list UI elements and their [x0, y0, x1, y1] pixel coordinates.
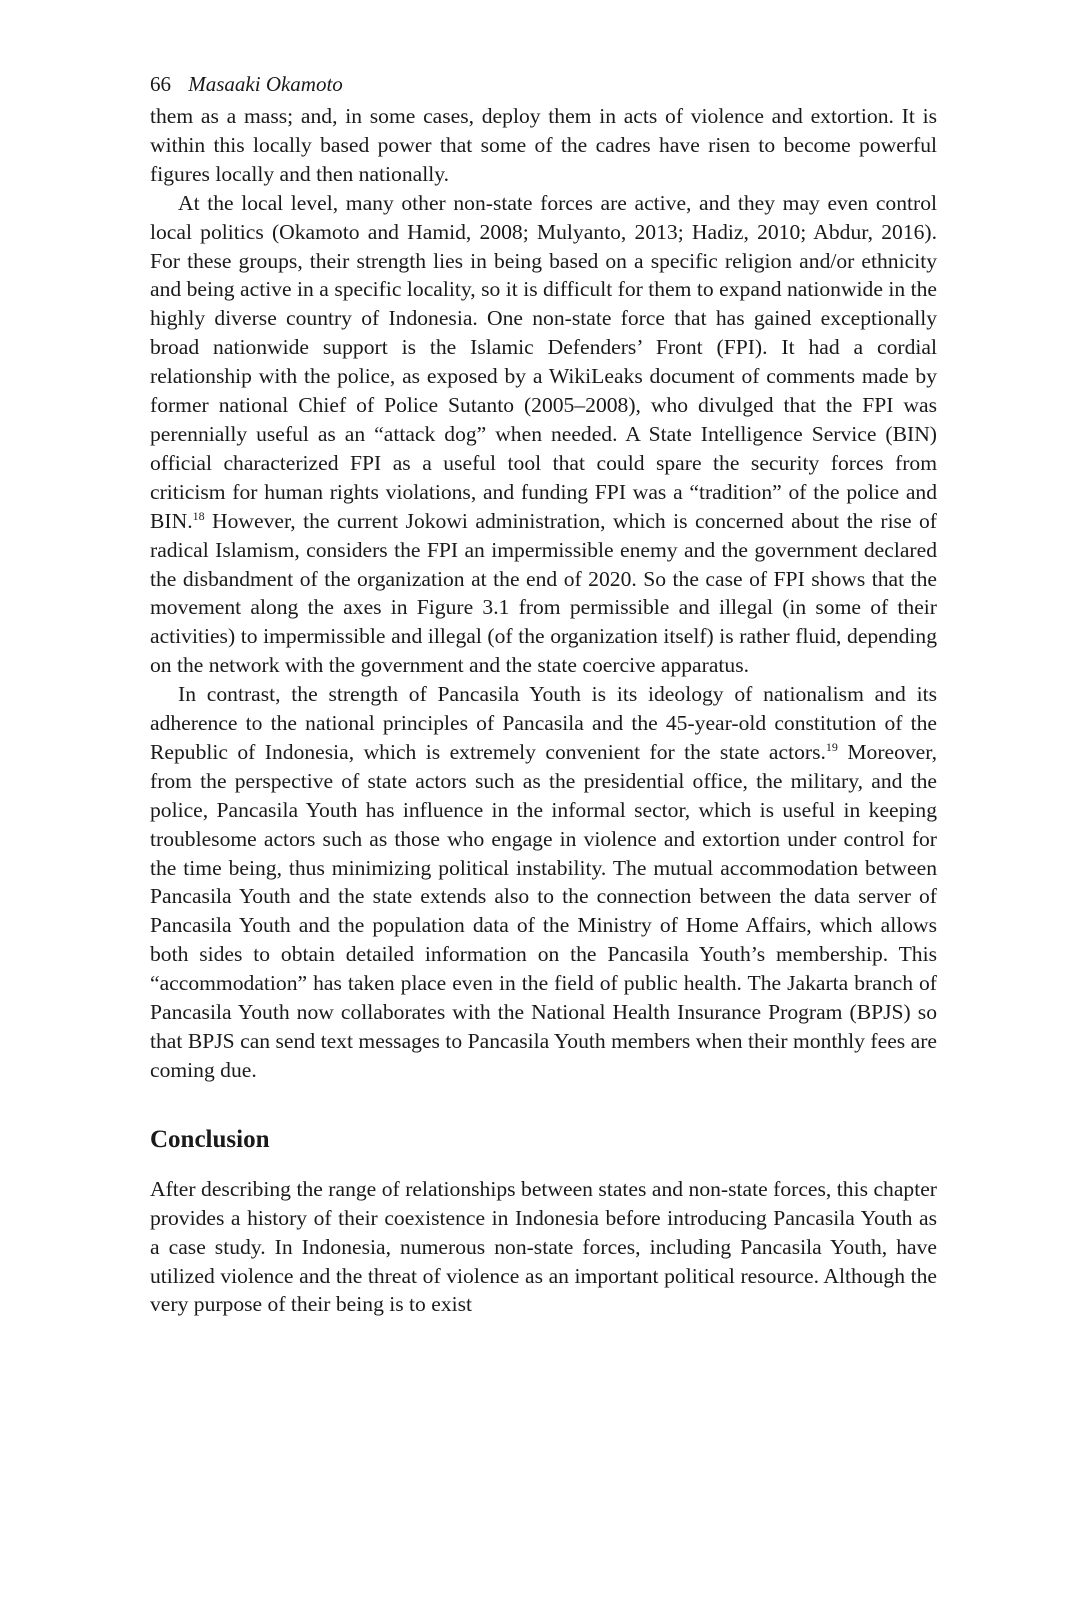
paragraph-3-text-a: In contrast, the strength of Pancasila Youth is its ideology of nationalism and its adherence to the national principles of Pancasila and the 45-year-old constitution of the Republic of Indonesia, which is extremely convenient for the state actors.	[150, 682, 937, 764]
footnote-marker-19[interactable]: 19	[825, 739, 838, 754]
body-paragraph-3	[150, 680, 937, 1085]
page-number: 66	[150, 72, 171, 96]
body-paragraph-2	[150, 189, 937, 680]
running-head-author: Masaaki Okamoto	[188, 72, 343, 96]
body-paragraph-1: them as a mass; and, in some cases, deploy them in acts of violence and extortion. It is within this locally based power that some of the cadres have risen to become powerful figures locally and then nationally.	[150, 104, 937, 186]
book-page	[150, 70, 937, 1319]
conclusion-paragraph-1: After describing the range of relationships between states and non-state forces, this chapter provides a history of their coexistence in Indonesia before introducing Pancasila Youth as a case study. In Indonesia, numerous non-state forces, including Pancasila Youth, have utilized violence and the threat of violence as an important political resource. Although the very purpose of their being is to exist	[150, 1176, 937, 1317]
paragraph-2-text-a: At the local level, many other non-state forces are active, and they may even control local politics (Okamoto and Hamid, 2008; Mulyanto, 2013; Hadiz, 2010; Abdur, 2016). For these groups, their strength lies in being based on a specific religion and/or ethnicity and being active in a specific locality, so it is difficult for them to expand nationwide in the highly diverse country of Indonesia. One non-state force that has gained exceptionally broad nationwide support is the Islamic Defenders’ Front (FPI). It had a cordial relationship with the police, as exposed by a WikiLeaks document of comments made by former national Chief of Police Sutanto (2005–2008), who divulged that the FPI was perennially useful as an “attack dog” when needed. A State Intelligence Service (BIN) official characterized FPI as a useful tool that could spare the security forces from criticism for human rights violations, and funding FPI was a “tradition” of the police and BIN.	[150, 190, 937, 533]
running-head	[150, 70, 937, 100]
paragraph-2-text-b: However, the current Jokowi administration, which is concerned about the rise of radical Islamism, considers the FPI an impermissible enemy and the government declared the disbandment of the organization at the end of 2020. So the case of FPI shows that the movement along the axes in Figure 3.1 from permissible and illegal (in some of their activities) to impermissible and illegal (of the organization itself) is rather fluid, depending on the network with the government and the state coercive apparatus.	[150, 508, 937, 678]
paragraph-3-text-b: Moreover, from the perspective of state actors such as the presidential office, the military, and the police, Pancasila Youth has influence in the informal sector, which is useful in keeping troublesome actors such as those who engage in violence and extortion under control for the time being, thus minimizing political instability. The mutual accommodation between Pancasila Youth and the state extends also to the connection between the data server of Pancasila Youth and the population data of the Ministry of Home Affairs, which allows both sides to obtain detailed information on the Pancasila Youth’s membership. This “accommodation” has taken place even in the field of public health. The Jakarta branch of Pancasila Youth now collaborates with the National Health Insurance Program (BPJS) so that BPJS can send text messages to Pancasila Youth members when their monthly fees are coming due.	[150, 739, 937, 1082]
section-heading-conclusion: Conclusion	[150, 1125, 270, 1153]
footnote-marker-18[interactable]: 18	[192, 508, 205, 523]
